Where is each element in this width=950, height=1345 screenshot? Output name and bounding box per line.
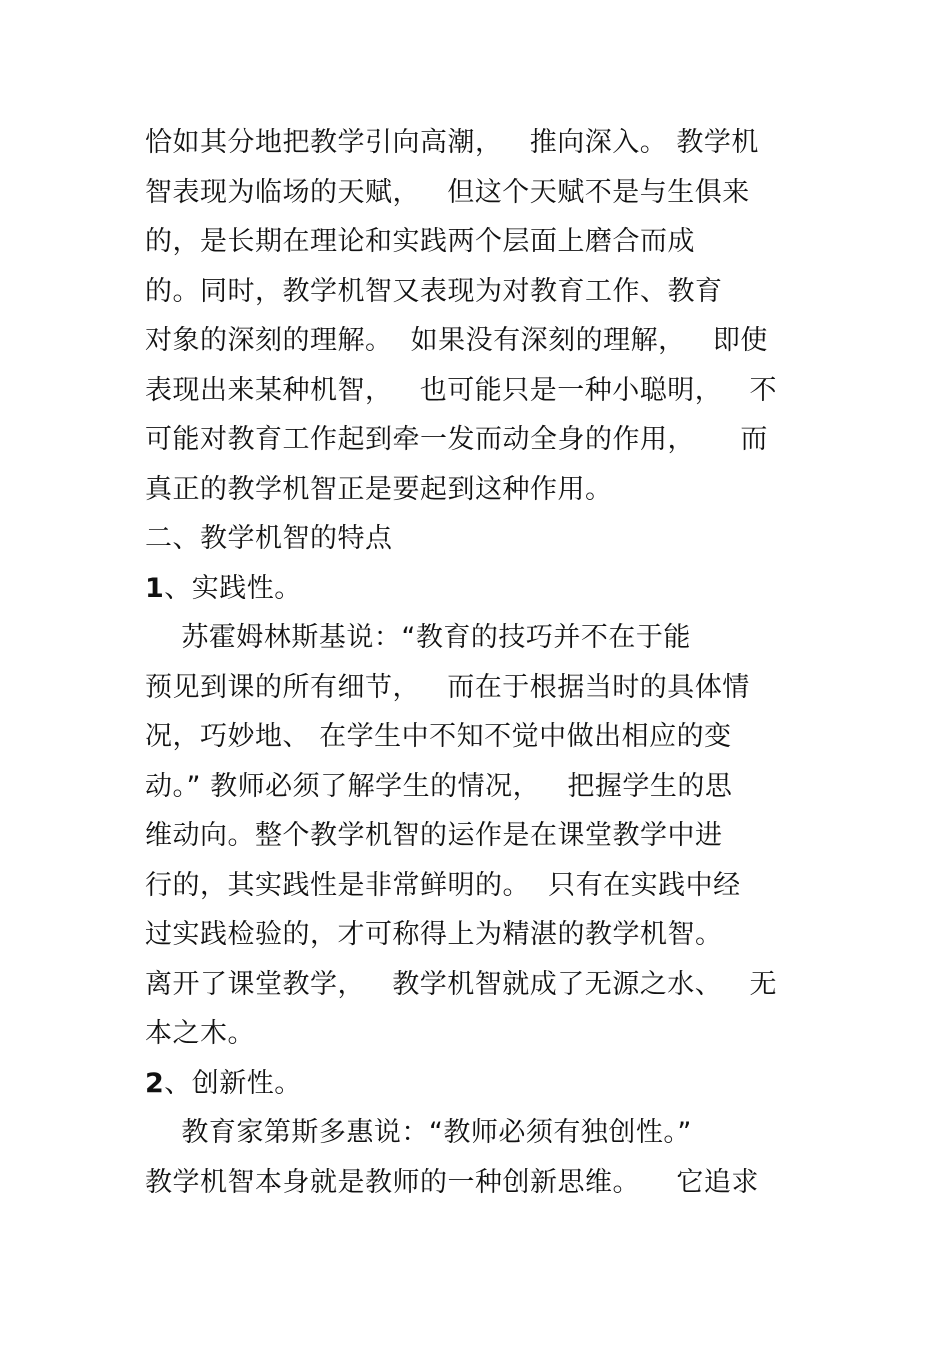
text-line: 的，是长期在理论和实践两个层面上磨合而成	[145, 226, 695, 257]
text-line: 对象的深刻的理解。 如果没有深刻的理解， 即使	[145, 325, 768, 356]
text-line: 智表现为临场的天赋， 但这个天赋不是与生俱来	[145, 176, 750, 208]
text-line: 的。同时，教学机智又表现为对教育工作、教育	[145, 275, 723, 307]
text-line: 本之木。	[145, 1018, 255, 1049]
body-text	[145, 118, 810, 1207]
subsection-title: 、实践性。	[164, 572, 302, 604]
subsection-number: 1	[145, 572, 165, 604]
text-line: 预见到课的所有细节， 而在于根据当时的具体情	[145, 671, 750, 703]
text-line: 真正的教学机智正是要起到这种作用。	[145, 473, 613, 505]
text-line: 苏霍姆林斯基说：“教育的技巧并不在于能	[145, 622, 691, 653]
text-line: 离开了课堂教学， 教学机智就成了无源之水、 无	[145, 968, 777, 1000]
text-line: 教学机智本身就是教师的一种创新思维。 它追求	[145, 1166, 759, 1198]
text-line: 况，巧妙地、 在学生中不知不觉中做出相应的变	[145, 721, 732, 752]
text-line: 维动向。整个教学机智的运作是在课堂教学中进	[145, 820, 723, 851]
section-heading: 二、教学机智的特点	[145, 523, 393, 554]
subsection-heading-innovation	[145, 1059, 810, 1109]
text-line: 行的，其实践性是非常鲜明的。 只有在实践中经	[145, 869, 741, 901]
text-line: 动。” 教师必须了解学生的情况， 把握学生的思	[145, 770, 733, 802]
subsection-heading-practicality	[145, 564, 810, 614]
text-line: 表现出来某种机智， 也可能只是一种小聪明， 不	[145, 374, 777, 406]
text-line: 过实践检验的，才可称得上为精湛的教学机智。	[145, 919, 723, 950]
text-line: 可能对教育工作起到牵一发而动全身的作用， 而	[145, 424, 768, 455]
text-line: 恰如其分地把教学引向高潮， 推向深入。 教学机	[145, 127, 759, 158]
subsection-title: 、创新性。	[164, 1067, 302, 1099]
text-line: 教育家第斯多惠说：“教师必须有独创性。”	[145, 1117, 692, 1148]
subsection-number: 2	[145, 1067, 165, 1099]
